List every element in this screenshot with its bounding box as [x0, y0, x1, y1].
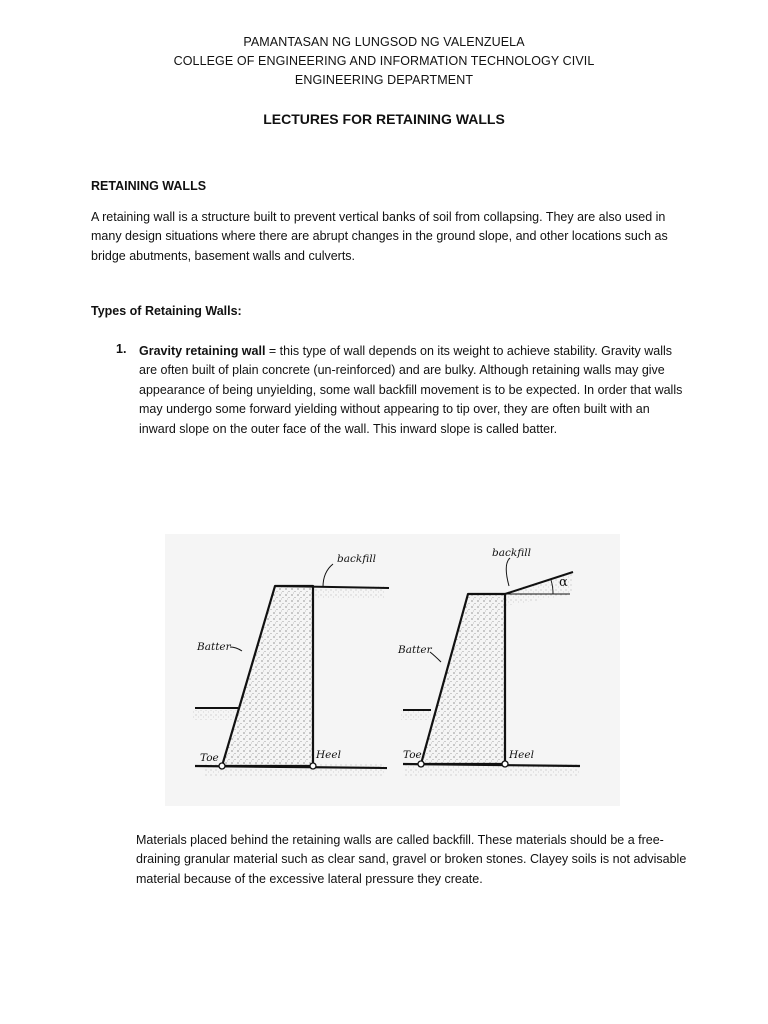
backfill-paragraph: Materials placed behind the retaining walls are called backfill. These materials should be a free-draining granular material such as clear sand, gravel or broken stones. Clayey soils is not advisable material because of the excessive lateral pressure they create.: [136, 833, 687, 886]
heel-label-right: Heel: [509, 749, 534, 761]
section-heading-types: Types of Retaining Walls:: [91, 304, 242, 318]
header-college: COLLEGE OF ENGINEERING AND INFORMATION TECHNOLOGY CIVIL: [173, 54, 595, 68]
backfill-label-right: backfill: [492, 547, 531, 559]
toe-label-left: Toe: [200, 752, 219, 764]
gravity-wall-diagram: [165, 534, 620, 806]
section-heading-retaining-walls: RETAINING WALLS: [91, 179, 207, 193]
toe-label-right: Toe: [403, 749, 422, 761]
document-title: LECTURES FOR RETAINING WALLS: [263, 111, 505, 127]
list-item-text: = this type of wall depends on its weight to achieve stability. Gravity walls are often built of plain concrete (un-reinforced) and are bulky. Although retaining walls may give appearance of being unyielding, some wall backfill movement is to be expected. In order that walls may undergo some forward yielding without appearing to tip over, they are often built with an inward slope on the outer face of the wall. This inward slope is called batter.: [139, 344, 683, 436]
list-item-term: Gravity retaining wall: [139, 344, 266, 358]
list-item-gravity-wall: [139, 342, 687, 439]
alpha-angle-label: α: [559, 575, 568, 590]
header-university: PAMANTASAN NG LUNGSOD NG VALENZUELA: [243, 35, 525, 49]
batter-label-right: Batter: [398, 644, 432, 656]
list-item-number: 1.: [116, 342, 127, 356]
header-department: ENGINEERING DEPARTMENT: [294, 73, 474, 87]
backfill-label-left: backfill: [337, 553, 376, 565]
batter-label-left: Batter: [197, 641, 231, 653]
heel-label-left: Heel: [316, 749, 341, 761]
intro-paragraph: A retaining wall is a structure built to prevent vertical banks of soil from collapsing. They are also used in many design situations where there are abrupt changes in the ground slope, and other locations such as bridge abutments, basement walls and culverts.: [91, 210, 668, 263]
